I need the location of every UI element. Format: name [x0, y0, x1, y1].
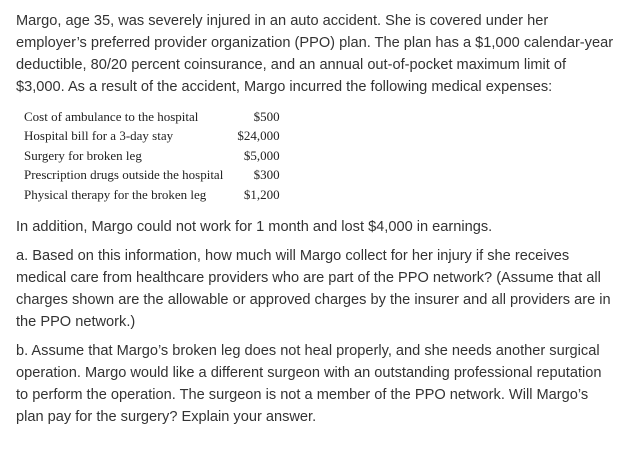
expense-amount: $5,000	[243, 147, 280, 163]
expense-label: Prescription drugs outside the hospital	[24, 167, 224, 183]
expense-label: Hospital bill for a 3-day stay	[24, 128, 174, 144]
table-row	[24, 126, 284, 145]
lost-earnings-paragraph: In addition, Margo could not work for 1 month and lost $4,000 in earnings.	[16, 219, 493, 236]
intro-paragraph: Margo, age 35, was severely injured in an auto accident. She is covered under her employer’s preferred provider organization (PPO) plan. The plan has a $1,000 calendar-year deductible, 80/20 percent coinsurance, and an annual out-of-pocket maximum limit of $3,000. As a result of the accident, Margo incurred the following medical expenses:	[16, 13, 614, 95]
expense-amount: $1,200	[243, 186, 280, 202]
table-row	[24, 146, 284, 165]
table-row	[24, 165, 284, 184]
question-b: b. Assume that Margo’s broken leg does not heal properly, and she needs another surgical operation. Margo would like a different surgeon with an outstanding professional reputation to perform the operation. The surgeon is not a member of the PPO network. Will Margo’s plan pay for the surgery? Explain your answer.	[16, 343, 602, 426]
question-a: a. Based on this information, how much will Margo collect for her injury if she receives medical care from healthcare providers who are part of the PPO network? (Assume that all charges shown are the allowable or approved charges by the insurer and all providers are in the PPO network.)	[16, 248, 611, 331]
expense-label: Physical therapy for the broken leg	[24, 186, 207, 202]
table-row	[24, 185, 284, 204]
expense-label: Cost of ambulance to the hospital	[24, 109, 199, 124]
expense-amount: $300	[253, 167, 280, 183]
expense-amount: $24,000	[237, 128, 280, 144]
problem-document	[16, 10, 616, 428]
table-row	[24, 107, 284, 126]
expense-label: Surgery for broken leg	[24, 147, 142, 163]
expense-amount: $500	[253, 109, 280, 124]
expense-table	[24, 107, 284, 204]
